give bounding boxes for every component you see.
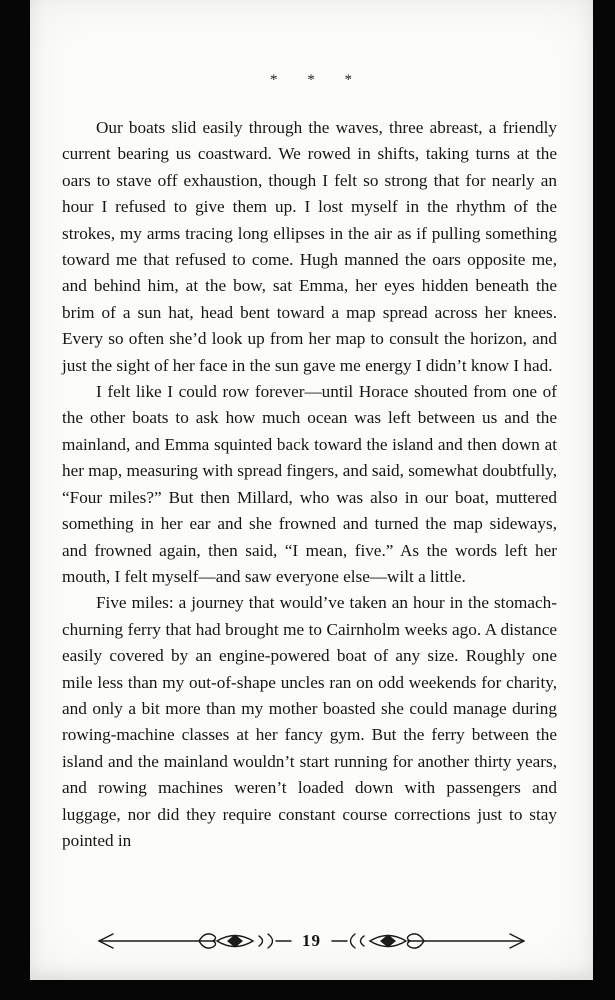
page-footer xyxy=(30,928,593,954)
ornament-right-icon xyxy=(328,928,528,954)
section-break-asterisks: * * * xyxy=(270,72,353,88)
ornament-left-icon xyxy=(95,928,295,954)
book-page xyxy=(30,0,593,980)
page-number: 19 xyxy=(302,930,321,950)
paragraph: I felt like I could row forever—until Horace shouted from one of the other boats to ask how much ocean was left between us and the mainland, and Emma squinted back toward the island and then down at her map, measuring with spread fingers, and said, somewhat doubtfully, “Four miles?” But then Millard, who was also in our boat, muttered something in her ear and she frowned and turned the map sideways, and frowned again, then said, “I mean, five.” As the words left her mouth, I felt myself—and saw everyone else—wilt a little. xyxy=(62,382,557,586)
paragraph: Our boats slid easily through the waves, three abreast, a friendly current bearing us coastward. We rowed in shifts, taking turns at the oars to stave off exhaustion, though I felt so strong that for nearly an hour I refused to give them up. I lost myself in the rhythm of the strokes, my arms tracing long ellipses in the air as if pulling something toward me that refused to come. Hugh manned the oars opposite me, and behind him, at the bow, sat Emma, her eyes hidden beneath the brim of a sun hat, head bent toward a map spread across her knees. Every so often she’d look up from her map to consult the horizon, and just the sight of her face in the sun gave me energy I didn’t know I had. xyxy=(62,118,557,375)
paragraph: Five miles: a journey that would’ve taken an hour in the stomach-churning ferry that had brought me to Cairnholm weeks ago. A distance easily covered by an engine-powered boat of any size. Roughly one mile less than my out-of-shape uncles ran on odd weekends for charity, and only a bit more than my mother boasted she could manage during rowing-machine classes at her fancy gym. But the ferry between the island and the mainland wouldn’t start running for another thirty years, and rowing machines weren’t loaded down with passengers and luggage, nor did they require constant course corrections just to stay pointed in xyxy=(62,593,557,850)
page-text xyxy=(30,115,593,854)
